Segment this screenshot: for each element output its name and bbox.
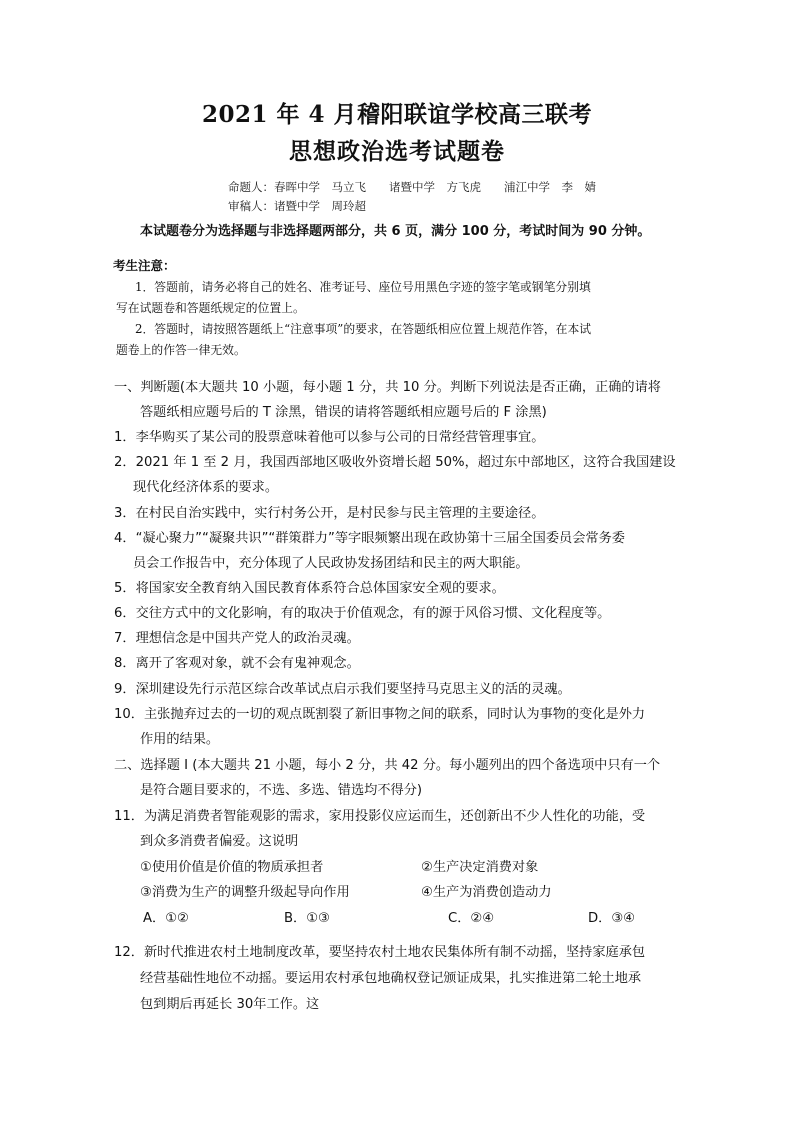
question-2: 2．2021 年 1 至 2 月，我国西部地区吸收外资增长超 50%，超过东中部地区，这符合我国建设 [114, 455, 676, 470]
question-6: 6．交往方式中的文化影响，有的取决于价值观念，有的源于风俗习惯、文化程度等。 [114, 606, 611, 621]
q11-option-4: ④生产为消费创造动力 [421, 885, 552, 900]
question-5: 5．将国家安全教育纳入国民教育体系符合总体国家安全观的要求。 [114, 581, 505, 596]
q11-choice-d: D．③④ [588, 911, 635, 926]
question-12-cont-1: 经营基础性地位不动摇。要运用农村承包地确权登记颁证成果，扎实推进第二轮土地承 [140, 971, 642, 986]
q11-choice-a: A．①② [143, 911, 189, 926]
question-12-cont-2: 包到期后再延长 30年工作。这 [140, 997, 320, 1012]
notice-item-1-cont: 写在试题卷和答题纸规定的位置上。 [116, 301, 305, 315]
exam-subtitle: 思想政治选考试题卷 [289, 138, 505, 165]
q11-choice-b: B．①③ [284, 911, 330, 926]
q11-choice-c: C．②④ [448, 911, 495, 926]
section-2-heading-cont: 是符合题目要求的，不选、多选、错选均不得分) [140, 783, 423, 798]
question-11: 11．为满足消费者智能观影的需求，家用投影仪应运而生，还创新出不少人性化的功能，受 [114, 809, 646, 824]
question-11-cont: 到众多消费者偏爱。这说明 [140, 834, 299, 849]
question-10: 10．主张抛弃过去的一切的观点既割裂了新旧事物之间的联系，同时认为事物的变化是外力 [114, 707, 646, 722]
question-3: 3．在村民自治实践中，实行村务公开，是村民参与民主管理的主要途径。 [114, 506, 545, 521]
question-8: 8．离开了客观对象，就不会有鬼神观念。 [114, 656, 360, 671]
intro-text: 本试题卷分为选择题与非选择题两部分，共 6 页，满分 100 分，考试时间为 90 分钟。 [140, 224, 651, 239]
section-1-heading-cont: 答题纸相应题号后的 T 涂黑，错误的请将答题纸相应题号后的 F 涂黑) [140, 405, 547, 420]
question-2-cont: 现代化经济体系的要求。 [133, 480, 279, 495]
section-1-heading: 一、判断题(本大题共 10 小题，每小题 1 分，共 10 分。判断下列说法是否正确，正确的请将 [114, 380, 661, 395]
question-4-cont: 员会工作报告中，充分体现了人民政协发扬团结和民主的两大职能。 [133, 556, 529, 571]
q11-option-2: ②生产决定消费对象 [421, 860, 539, 875]
notice-item-1: 1．答题前，请务必将自己的姓名、准考证号、座位号用黑色字迹的签字笔或钢笔分别填 [135, 280, 591, 294]
reviewer-line: 审稿人：诸暨中学 周玲超 [228, 199, 366, 213]
question-12: 12．新时代推进农村土地制度改革，要坚持农村土地农民集体所有制不动摇，坚持家庭承包 [114, 945, 646, 960]
authors-line: 命题人：春晖中学 马立飞 诸暨中学 方飞虎 浦江中学 李 婧 [228, 180, 596, 194]
exam-title: 2021 年 4 月稽阳联谊学校高三联考 [201, 101, 593, 128]
question-9: 9．深圳建设先行示范区综合改革试点启示我们要坚持马克思主义的活的灵魂。 [114, 682, 571, 697]
question-4: 4．“凝心聚力”“凝聚共识”“群策群力”等字眼频繁出现在政协第十三届全国委员会常务委 [114, 531, 625, 546]
notice-heading: 考生注意： [113, 258, 176, 273]
notice-item-2: 2．答题时，请按照答题纸上“注意事项”的要求，在答题纸相应位置上规范作答，在本试 [135, 322, 592, 336]
section-2-heading: 二、选择题 I (本大题共 21 小题，每小 2 分，共 42 分。每小题列出的四个备选项中只有一个 [114, 758, 661, 773]
question-10-cont: 作用的结果。 [140, 732, 220, 747]
question-1: 1．李华购买了某公司的股票意味着他可以参与公司的日常经营管理事宜。 [114, 430, 545, 445]
notice-item-2-cont: 题卷上的作答一律无效。 [116, 343, 246, 357]
question-7: 7．理想信念是中国共产党人的政治灵魂。 [114, 631, 360, 646]
q11-option-1: ①使用价值是价值的物质承担者 [140, 860, 324, 875]
q11-option-3: ③消费为生产的调整升级起导向作用 [140, 885, 350, 900]
